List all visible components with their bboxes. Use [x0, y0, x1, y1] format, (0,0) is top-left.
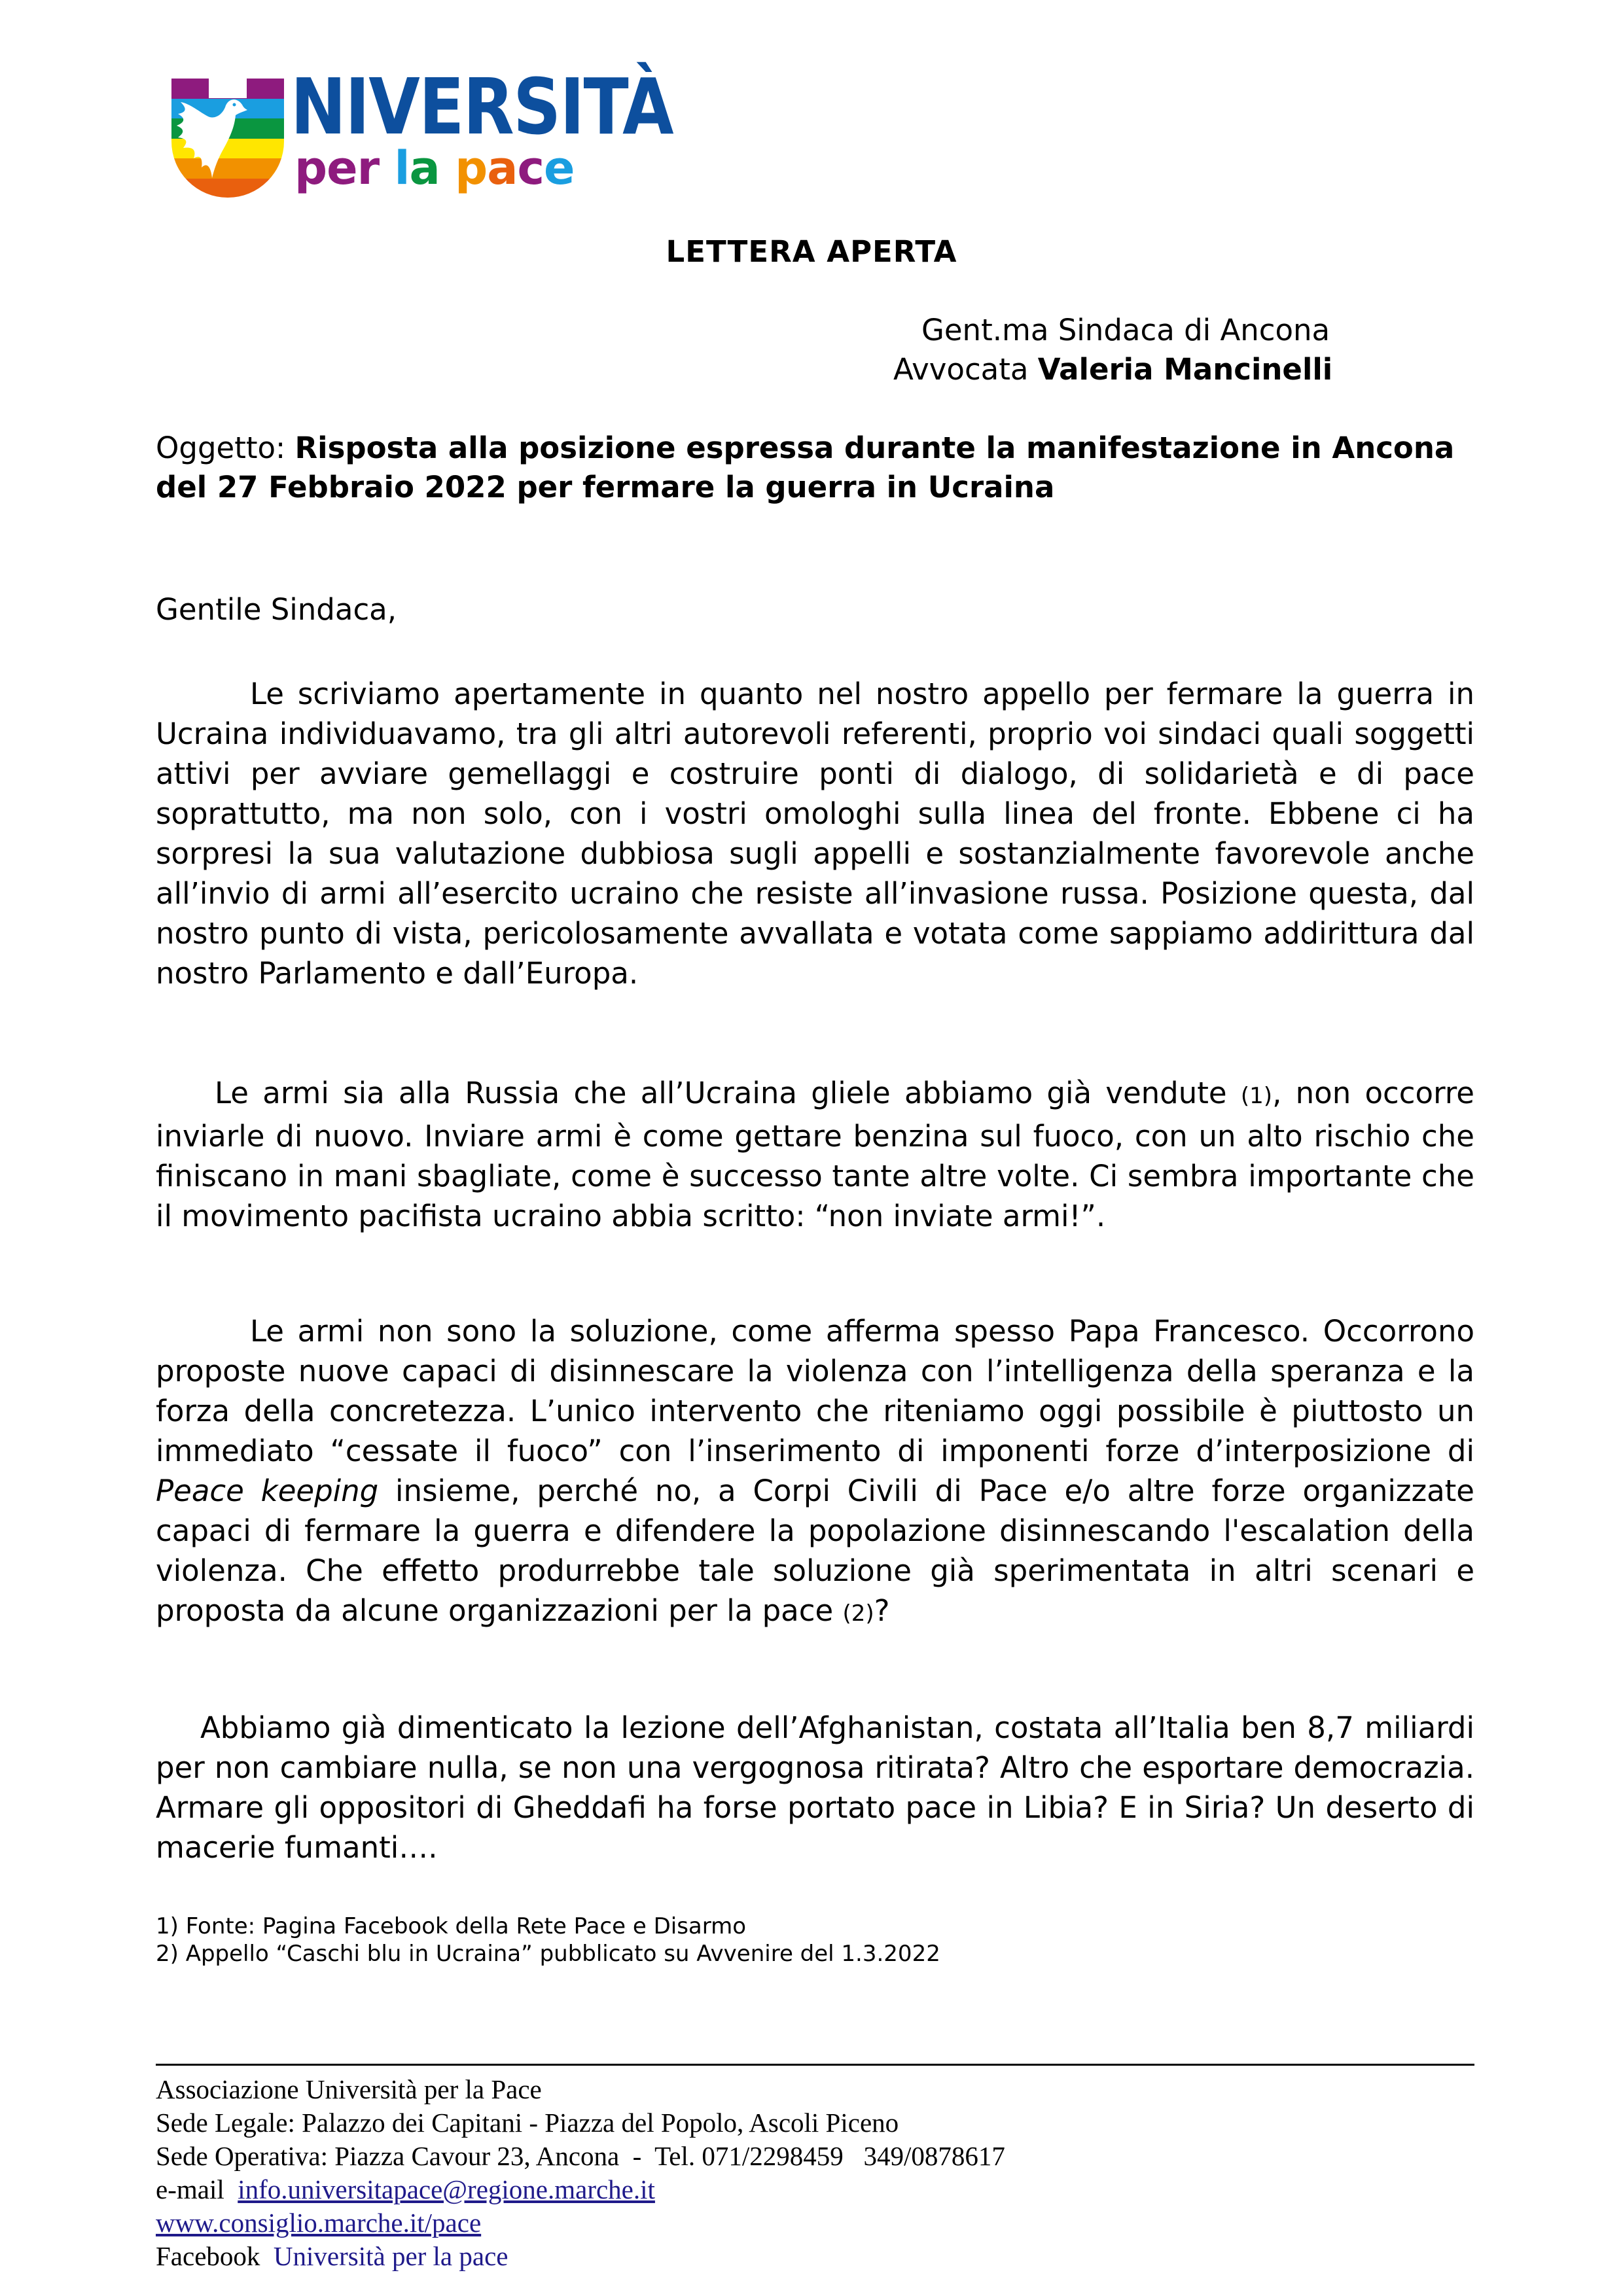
recipient-line-1: Gent.ma Sindaca di Ancona	[921, 313, 1330, 347]
email-link[interactable]: info.universitapace@regione.marche.it	[238, 2174, 655, 2204]
paragraph-2	[156, 1073, 1474, 1236]
logo-title: NIVERSITÀ	[291, 62, 673, 152]
subject-text: Risposta alla posizione espressa durante la manifestazione in Ancona del 27 Febbraio 2022 per fermare la guerra in Ucraina	[156, 431, 1455, 504]
logo-subtitle: per la pace	[294, 141, 575, 195]
footer-org-name: Associazione Università per la Pace	[156, 2074, 542, 2104]
footer-website-row	[156, 2206, 1005, 2240]
paragraph-3-text: insieme, perché no, a Corpi Civili di Pace e/o altre forze organizzate capaci di fermare la guerra e difendere la popolazione disinnescando l'escalation della violenza. Che effetto produrrebbe tale soluzione già sperimentata in altri scenari e proposta da alcune organizzazioni per la pace	[156, 1474, 1474, 1628]
paragraph-4: Abbiamo già dimenticato la lezione dell’Afghanistan, costata all’Italia ben 8,7 miliardi per non cambiare nulla, se non una vergognosa ritirata? Altro che esportare democrazia. Armare gli oppositori di Gheddafi ha forse portato pace in Libia? E in Siria? Un deserto di macerie fumanti….	[156, 1710, 1474, 1865]
facebook-link[interactable]: Università per la pace	[273, 2241, 508, 2271]
email-label: e-mail	[156, 2174, 238, 2204]
footer-divider	[156, 2064, 1474, 2066]
subject	[156, 429, 1474, 507]
dove-icon	[174, 90, 247, 188]
paragraph-3-italic: Peace keeping	[156, 1474, 379, 1508]
footnote-2: 2) Appello “Caschi blu in Ucraina” pubblicato su Avvenire del 1.3.2022	[156, 1941, 940, 1967]
paragraph-1: Le scriviamo apertamente in quanto nel nostro appello per fermare la guerra in Ucraina individuavamo, tra gli altri autorevoli referenti, proprio voi sindaci quali soggetti attivi per avviare gemellaggi e costruire ponti di dialogo, di solidarietà e di pace soprattutto, ma non solo, con i vostri omologhi sulla linea del fronte. Ebbene ci ha sorpresi la sua valutazione dubbiosa sugli appelli e sostanzialmente favorevole anche all’invio di armi all’esercito ucraino che resiste all’invasione russa. Posizione questa, dal nostro punto di vista, pericolosamente avvallata e votata come sappiamo addirittura dal nostro Parlamento e dall’Europa.	[156, 677, 1474, 991]
paragraph-3-text: ?	[874, 1593, 890, 1628]
paragraph-2-text: , non occorre inviarle di nuovo. Inviare armi è come gettare benzina sul fuoco, con un alto rischio che finiscano in mani sbagliate, come è successo tante altre volte. Ci sembra importante che il movimento pacifista ucraino abbia scritto: “non inviate armi!”.	[156, 1076, 1474, 1233]
footer-operative-seat: Sede Operativa: Piazza Cavour 23, Ancona - Tel. 071/2298459 349/0878617	[156, 2141, 1005, 2171]
footnote-ref-2: (2)	[842, 1600, 874, 1627]
footer-facebook-row	[156, 2240, 1005, 2273]
footer	[156, 2073, 1005, 2273]
greeting: Gentile Sindaca,	[156, 592, 397, 627]
footnote-1: 1) Fonte: Pagina Facebook della Rete Pace e Disarmo	[156, 1913, 747, 1939]
recipient-title: Avvocata	[893, 352, 1038, 387]
recipient-name: Valeria Mancinelli	[1037, 352, 1333, 387]
paragraph-3-text: Le armi non sono la soluzione, come afferma spesso Papa Francesco. Occorrono proposte nuove capaci di disinnescare la violenza con l’intelligenza della speranza e la forza della concretezza. L’unico intervento che riteniamo oggi possibile è piuttosto un immediato “cessate il fuoco” con l’inserimento di imponenti forze d’interposizione di	[156, 1314, 1474, 1468]
recipient-line-2	[893, 352, 1332, 387]
footer-legal-seat: Sede Legale: Palazzo dei Capitani - Piazza del Popolo, Ascoli Piceno	[156, 2108, 899, 2138]
paragraph-2-text: Le armi sia alla Russia che all’Ucraina gliele abbiamo già vendute	[215, 1076, 1241, 1110]
footer-email-row	[156, 2173, 1005, 2206]
letter-title: LETTERA APERTA	[666, 234, 957, 269]
website-link[interactable]: www.consiglio.marche.it/pace	[156, 2208, 482, 2238]
paragraph-3	[156, 1311, 1474, 1634]
university-logo	[171, 62, 747, 204]
facebook-label: Facebook	[156, 2241, 274, 2271]
subject-label: Oggetto:	[156, 431, 295, 465]
footnote-ref-1: (1)	[1240, 1083, 1273, 1109]
footnotes	[156, 1913, 940, 1968]
